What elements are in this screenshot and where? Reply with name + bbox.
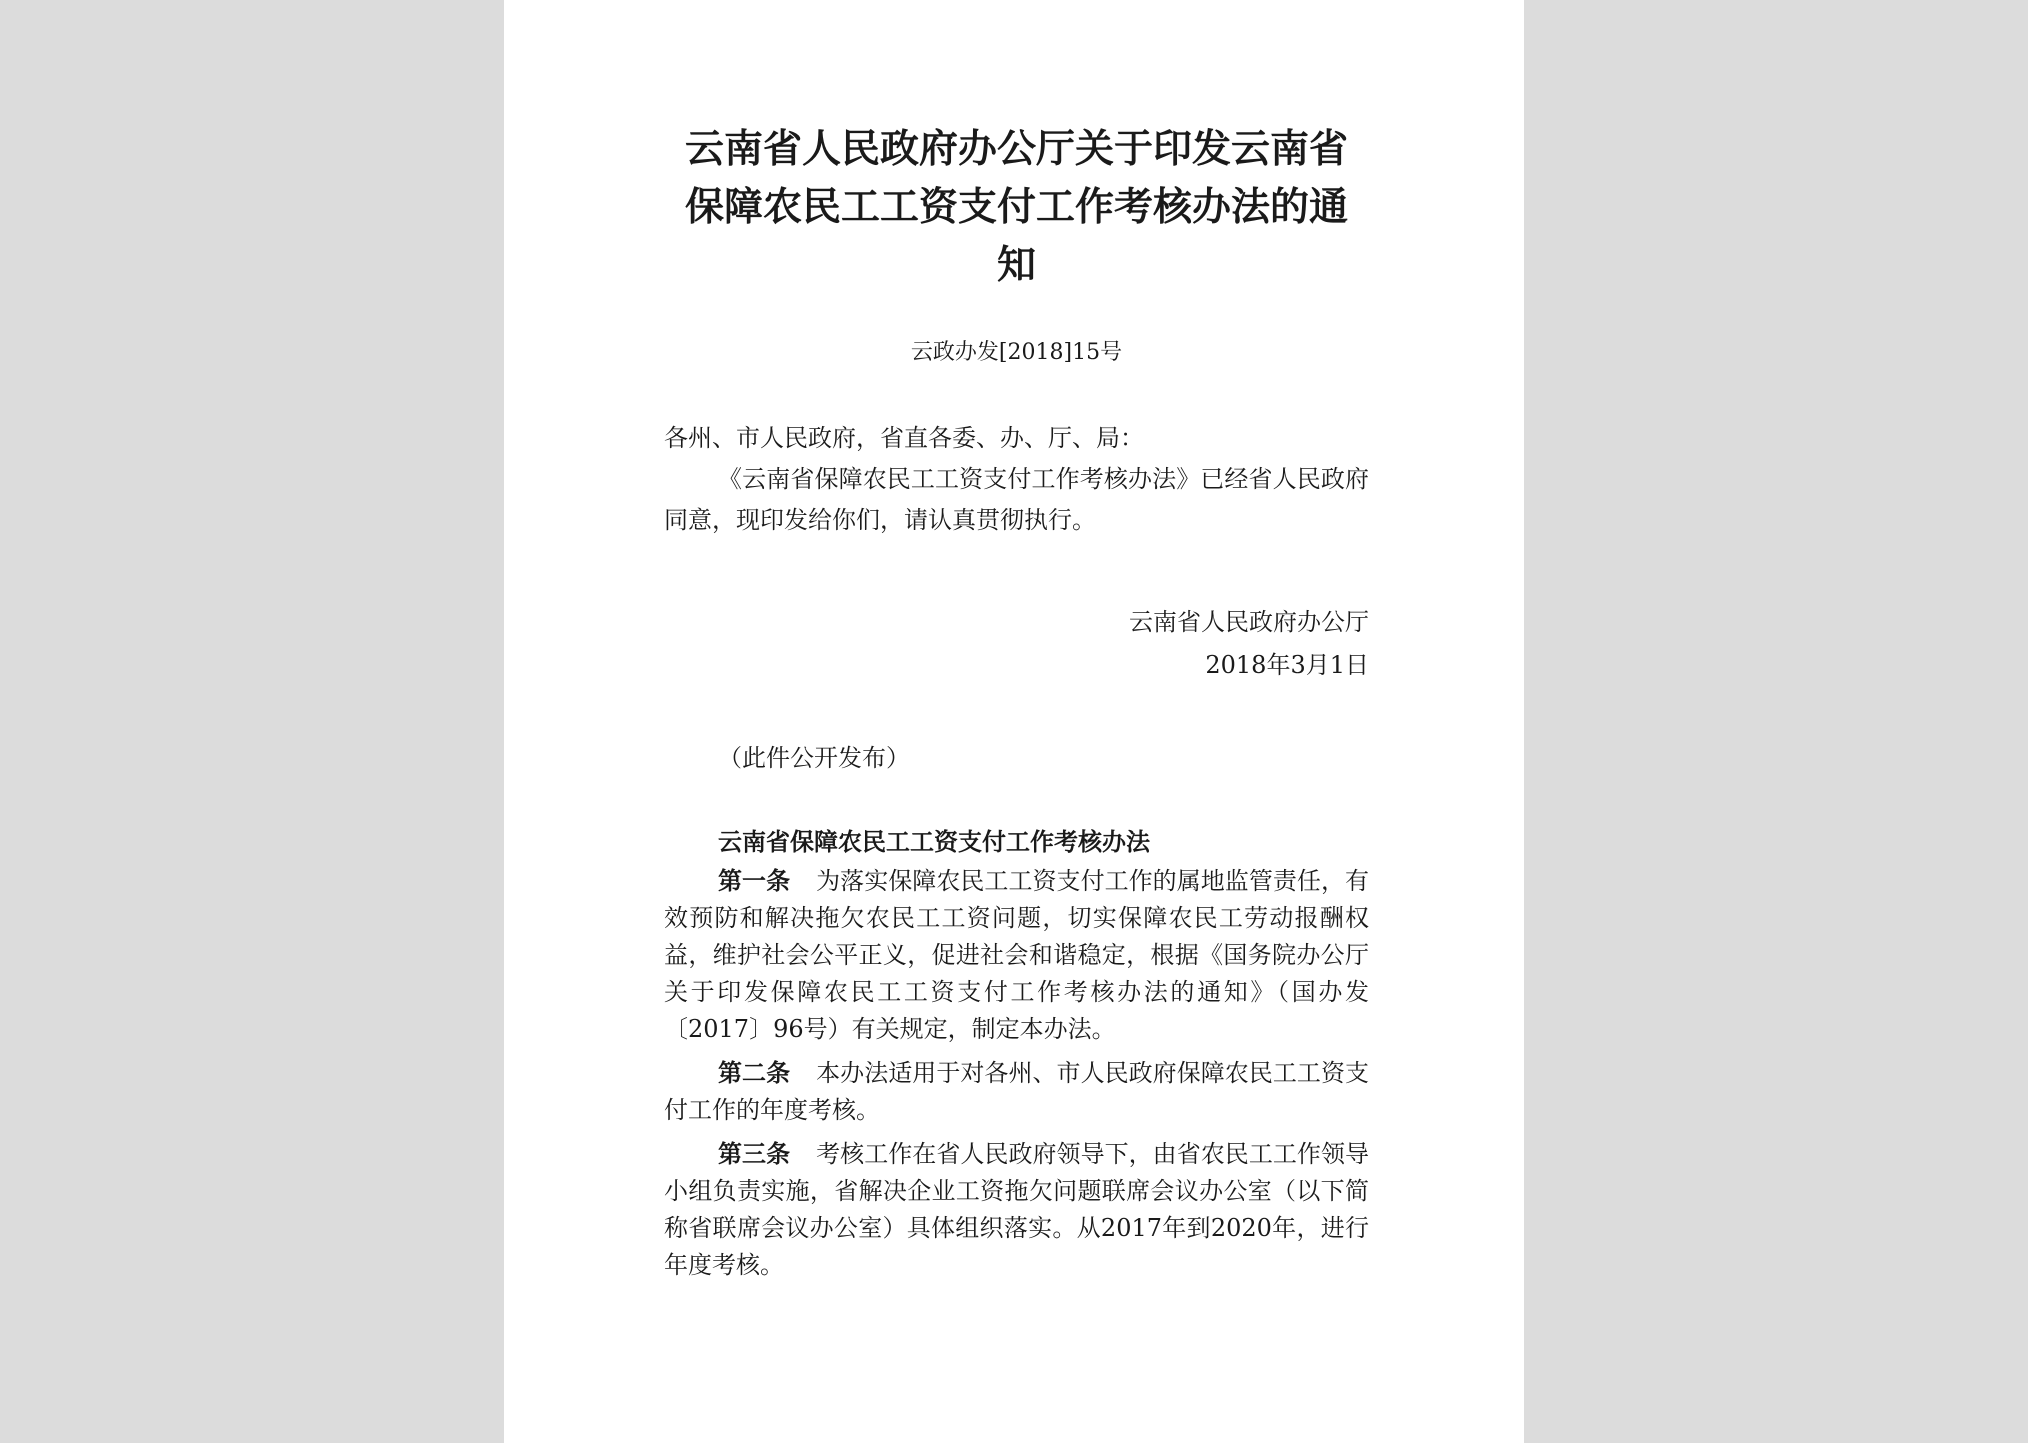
signature-block (664, 601, 1369, 687)
title-line-1: 云南省人民政府办公厅关于印发云南省 (684, 126, 1348, 172)
article-label: 第二条 (718, 1058, 791, 1087)
title-line-3: 知 (996, 242, 1036, 288)
signature-org: 云南省人民政府办公厅 (1129, 608, 1369, 636)
article-text: 本办法适用于对各州、市人民政府保障农民工工资支付工作的年度考核。 (664, 1059, 1370, 1124)
document-page (504, 0, 1524, 1443)
document-title (664, 120, 1369, 294)
document-content (664, 120, 1369, 1290)
salutation: 各州、市人民政府，省直各委、办、厅、局： (664, 424, 1144, 452)
article-1 (664, 862, 1369, 1048)
article-text: 为落实保障农民工工资支付工作的属地监管责任，有效预防和解决拖欠农民工工资问题，切实保障农民工劳动报酬权益，维护社会公平正义，促进社会和谐稳定，根据《国务院办公厅关于印发保障农民工工资支付工作考核办法的通知》（国办发〔2017〕96号）有关规定，制定本办法。 (664, 867, 1370, 1043)
article-2 (664, 1054, 1369, 1129)
public-note: （此件公开发布） (718, 744, 910, 772)
title-line-2: 保障农民工工资支付工作考核办法的通 (684, 184, 1348, 230)
article-label: 第一条 (718, 866, 791, 895)
article-3 (664, 1135, 1369, 1284)
article-label: 第三条 (718, 1139, 791, 1168)
regulation-title: 云南省保障农民工工资支付工作考核办法 (718, 827, 1150, 856)
article-text: 考核工作在省人民政府领导下，由省农民工工作领导小组负责实施，省解决企业工资拖欠问题联席会议办公室（以下简称省联席会议办公室）具体组织落实。从2017年到2020年，进行年度考核。 (664, 1140, 1370, 1279)
intro-paragraph: 《云南省保障农民工工资支付工作考核办法》已经省人民政府同意，现印发给你们，请认真贯彻执行。 (664, 465, 1369, 534)
signature-date: 2018年3月1日 (1205, 651, 1369, 679)
document-number: 云政办发[2018]15号 (910, 340, 1123, 365)
